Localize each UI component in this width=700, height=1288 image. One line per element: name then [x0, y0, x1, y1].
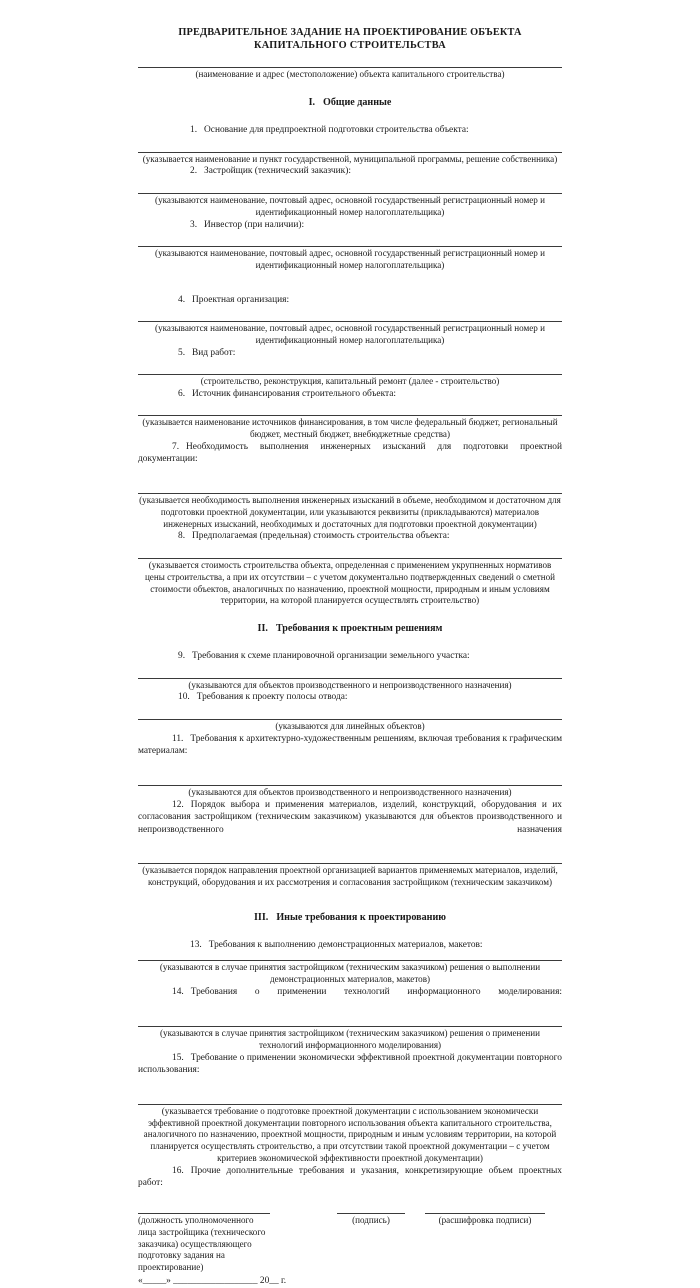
- fill-in-rule-7[interactable]: [138, 493, 562, 494]
- item-5-text: Вид работ:: [192, 347, 236, 358]
- item-2-text: Застройщик (технический заказчик):: [204, 166, 351, 177]
- item-6-number: 6.: [178, 388, 186, 399]
- hint-5: (строительство, реконструкция, капитальный ремонт (далее - строительство): [200, 375, 500, 386]
- item-11-text: Требования к архитектурно-художественным решениям, включая требования к графическим материалам:: [138, 733, 562, 757]
- item-10-text: Требования к проекту полосы отвода:: [196, 692, 348, 703]
- spacer: [138, 178, 562, 193]
- item-3-number: 3.: [190, 219, 198, 230]
- item-5-number: 5.: [178, 347, 186, 358]
- signature-block: [138, 1213, 562, 1274]
- item-13-text: Требования к выполнению демонстрационных материалов, макетов:: [208, 940, 483, 951]
- item-8-text: Предполагаемая (предельная) стоимость строительства объекта:: [192, 531, 450, 542]
- page-title-line-1: ПРЕДВАРИТЕЛЬНОЕ ЗАДАНИЕ НА ПРОЕКТИРОВАНИЕ ОБЪЕКТА: [178, 27, 522, 38]
- hint-12: (указывается порядок направления проектной организацией вариантов применяемых материалов, изделий, конструкций, оборудования и их рассмотрения и согласования застройщиком (техническим заказчиком): [142, 865, 558, 888]
- spacer: [138, 1089, 562, 1104]
- page-title: [138, 26, 562, 52]
- item-4-number: 4.: [178, 294, 186, 305]
- signature-job-label: (должность уполномоченного лица застройщика (технического заказчика) осуществляющего подготовку задания на проектирование): [138, 1215, 266, 1273]
- spacer: [138, 1011, 562, 1026]
- spacer: [138, 1202, 562, 1211]
- spacer: [138, 400, 562, 415]
- hint-2: (указываются наименование, почтовый адрес, основной государственный регистрационный номер и идентификационный номер налогоплательщика): [155, 194, 545, 217]
- item-10: [138, 691, 562, 703]
- item-8-number: 8.: [178, 531, 186, 542]
- fill-in-rule-14[interactable]: [138, 1026, 562, 1027]
- item-14-text: Требования о применении технологий информационного моделирования:: [190, 987, 562, 998]
- spacer: [138, 306, 562, 321]
- item-12-number: 12.: [172, 799, 184, 810]
- hint-8: (указывается стоимость строительства объекта, определенная с применением укрупненных нормативов цены строительства, а при их отсутствии – с учетом документально подтвержденных сведений о сметной стоимости объектов, аналогичных по назначению, проектной мощности, природным и иным условиям территории, на которой планируется осуществлять строительство): [144, 559, 556, 606]
- signature-name-label: (расшифровка подписи): [438, 1215, 532, 1226]
- signature-sign-line[interactable]: [337, 1213, 405, 1214]
- item-11: [138, 733, 562, 770]
- spacer: [138, 231, 562, 246]
- item-1-number: 1.: [190, 125, 198, 136]
- fill-in-rule-10[interactable]: [138, 719, 562, 720]
- section-title-2: Требования к проектным решениям: [275, 623, 443, 635]
- item-7-number: 7.: [172, 441, 180, 452]
- fill-in-rule-title[interactable]: [138, 67, 562, 68]
- spacer: [138, 359, 562, 374]
- spacer: [138, 52, 562, 67]
- fill-in-rule-3[interactable]: [138, 246, 562, 247]
- item-13-number: 13.: [190, 940, 202, 951]
- item-2: [138, 165, 562, 177]
- item-15-number: 15.: [172, 1052, 184, 1063]
- signature-name-column: [425, 1213, 545, 1227]
- spacer: [138, 272, 562, 294]
- page-title-line-2: КАПИТАЛЬНОГО СТРОИТЕЛЬСТВА: [254, 40, 446, 52]
- hint-9: (указываются для объектов производственного и непроизводственного назначения): [188, 679, 512, 690]
- hint-1: (указывается наименование и пункт государственной, муниципальной программы, решение собственника): [142, 153, 558, 164]
- section-numeral-2: II.: [257, 623, 268, 635]
- section-title-3: Иные требования к проектированию: [276, 911, 446, 923]
- signature-job-column: [138, 1213, 270, 1274]
- hint-14: (указываются в случае принятия застройщиком (техническим заказчиком) решения о применении технологий информационного моделирования): [160, 1027, 540, 1050]
- item-16-number: 16.: [172, 1165, 184, 1176]
- fill-in-rule-9[interactable]: [138, 678, 562, 679]
- item-6: [138, 388, 562, 400]
- item-10-number: 10.: [178, 692, 190, 703]
- hint-10: (указываются для линейных объектов): [275, 720, 425, 731]
- spacer: [138, 137, 562, 152]
- item-9-number: 9.: [178, 651, 186, 662]
- hint-6: (указывается наименование источников финансирования, в том числе федеральный бюджет, региональный бюджет, местный бюджет, внебюджетные средства): [142, 417, 558, 440]
- section-numeral-3: III.: [254, 911, 269, 923]
- item-1-text: Основание для предпроектной подготовки строительства объекта:: [204, 125, 469, 136]
- spacer: [138, 951, 562, 960]
- item-5: [138, 347, 562, 359]
- item-15-text: Требование о применении экономически эффективной проектной документации повторного использования:: [138, 1052, 562, 1075]
- hint-11: (указываются для объектов производственного и непроизводственного назначения): [188, 786, 512, 797]
- item-15: [138, 1052, 562, 1089]
- fill-in-rule-5[interactable]: [138, 374, 562, 375]
- item-7: [138, 441, 562, 478]
- spacer: [138, 848, 562, 863]
- item-14-number: 14.: [172, 987, 184, 998]
- signature-sign-column: [337, 1213, 405, 1227]
- section-numeral-1: I.: [308, 97, 316, 109]
- fill-in-rule-12[interactable]: [138, 863, 562, 864]
- hint-4: (указываются наименование, почтовый адрес, основной государственный регистрационный номер и идентификационный номер налогоплательщика): [155, 322, 545, 345]
- spacer: [138, 109, 562, 124]
- item-12: [138, 799, 562, 849]
- signature-sign-label: (подпись): [352, 1215, 390, 1226]
- spacer: [138, 635, 562, 650]
- item-14: [138, 986, 562, 1011]
- item-9-text: Требования к схеме планировочной организации земельного участка:: [192, 651, 470, 662]
- fill-in-rule-4[interactable]: [138, 321, 562, 322]
- spacer: [138, 663, 562, 678]
- fill-in-rule-13[interactable]: [138, 960, 562, 961]
- item-12-text: Порядок выбора и применения материалов, изделий, конструкций, оборудования и их согласования застройщиком (техническим заказчиком) указываются для объектов производственного и непроизводственного назначения: [138, 799, 562, 835]
- item-4: [138, 294, 562, 306]
- item-6-text: Источник финансирования строительного объекта:: [192, 388, 396, 399]
- fill-in-rule-2[interactable]: [138, 193, 562, 194]
- spacer: [138, 704, 562, 719]
- section-heading-2: [138, 622, 562, 635]
- item-7-text: Необходимость выполнения инженерных изысканий для подготовки проектной документации:: [138, 441, 562, 465]
- signature-name-line[interactable]: [425, 1213, 545, 1214]
- item-8: [138, 530, 562, 542]
- item-3-text: Инвестор (при наличии):: [204, 219, 305, 230]
- item-11-number: 11.: [172, 733, 184, 744]
- fill-in-rule-1[interactable]: [138, 152, 562, 153]
- fill-in-rule-15[interactable]: [138, 1104, 562, 1105]
- fill-in-rule-8[interactable]: [138, 558, 562, 559]
- item-1: [138, 124, 562, 136]
- spacer: [138, 924, 562, 939]
- spacer: [138, 478, 562, 493]
- hint-13: (указываются в случае принятия застройщиком (техническим заказчиком) решения о выполнении демонстрационных материалов, макетов): [159, 962, 541, 985]
- item-16-text: Прочие дополнительные требования и указания, конкретизирующие объем проектных работ:: [138, 1165, 562, 1189]
- section-heading-1: [138, 96, 562, 109]
- section-title-1: Общие данные: [323, 97, 392, 109]
- fill-in-rule-11[interactable]: [138, 785, 562, 786]
- hint-15: (указывается требование о подготовке проектной документации с использованием экономически эффективной проектной документации повторного использования объекта капитального строительства, аналогичного по назначению, проектной мощности, природным и иным условиям территории, на которой планируется осуществлять строительство, а при отсутствии такой проектной документации – с учетом критериев экономической эффективности проектной документации): [143, 1105, 557, 1164]
- hint-title: (наименование и адрес (местоположение) объекта капитального строительства): [195, 69, 505, 80]
- item-2-number: 2.: [190, 166, 198, 177]
- spacer: [138, 889, 562, 911]
- spacer: [138, 770, 562, 785]
- item-16: [138, 1165, 562, 1202]
- hint-3: (указываются наименование, почтовый адрес, основной государственный регистрационный номер и идентификационный номер налогоплательщика): [155, 247, 545, 270]
- signature-job-line[interactable]: [138, 1213, 270, 1214]
- item-4-text: Проектная организация:: [192, 294, 290, 305]
- item-9: [138, 650, 562, 662]
- hint-7: (указывается необходимость выполнения инженерных изысканий в объеме, необходимом и достаточном для подготовки проектной документации, или указываются реквизиты (прикладываются) материалов инженерных изысканий, необходимых и достаточных для подготовки проектной документации): [139, 495, 561, 529]
- item-13: [138, 939, 562, 951]
- spacer: [138, 607, 562, 622]
- spacer: [138, 81, 562, 96]
- date-line[interactable]: «_____» __________________ 20__ г.: [138, 1276, 287, 1287]
- fill-in-rule-6[interactable]: [138, 415, 562, 416]
- item-3: [138, 219, 562, 231]
- spacer: [138, 543, 562, 558]
- section-heading-3: [138, 911, 562, 924]
